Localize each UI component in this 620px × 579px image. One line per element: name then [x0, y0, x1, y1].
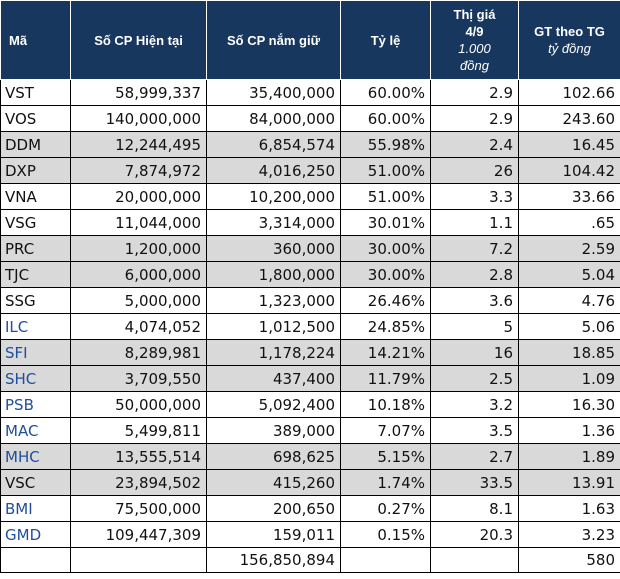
cell-market-price: 3.3	[431, 184, 519, 210]
cell-ratio: 14.21%	[341, 340, 431, 366]
cell-shares-held: 10,200,000	[207, 184, 341, 210]
cell-shares-outstanding: 58,999,337	[71, 80, 207, 106]
cell-market-price: 3.6	[431, 288, 519, 314]
cell-market-price: 2.7	[431, 444, 519, 470]
cell-shares-outstanding: 1,200,000	[71, 236, 207, 262]
table-row	[1, 262, 620, 288]
table-row	[1, 80, 620, 106]
cell-shares-held: 360,000	[207, 236, 341, 262]
cell-code: PRC	[1, 236, 71, 262]
cell-code: VOS	[1, 106, 71, 132]
cell-market-value: 1.09	[519, 366, 620, 392]
cell-market-price: 16	[431, 340, 519, 366]
cell-shares-held: 84,000,000	[207, 106, 341, 132]
cell-shares-outstanding: 8,289,981	[71, 340, 207, 366]
table-row	[1, 392, 620, 418]
cell-total-blank	[71, 548, 207, 573]
cell-code: DXP	[1, 158, 71, 184]
cell-code: SSG	[1, 288, 71, 314]
cell-shares-outstanding: 11,044,000	[71, 210, 207, 236]
cell-market-price: 3.2	[431, 392, 519, 418]
cell-ratio: 26.46%	[341, 288, 431, 314]
cell-code: VST	[1, 80, 71, 106]
cell-shares-outstanding: 5,000,000	[71, 288, 207, 314]
cell-code: VNA	[1, 184, 71, 210]
cell-market-price: 7.2	[431, 236, 519, 262]
cell-market-value: .65	[519, 210, 620, 236]
total-row	[1, 548, 620, 573]
cell-code: SFI	[1, 340, 71, 366]
cell-code: PSB	[1, 392, 71, 418]
cell-ratio: 60.00%	[341, 106, 431, 132]
table-row	[1, 314, 620, 340]
cell-market-value: 243.60	[519, 106, 620, 132]
cell-total-blank	[341, 548, 431, 573]
table-row	[1, 210, 620, 236]
header-market-value	[519, 1, 620, 80]
cell-shares-outstanding: 75,500,000	[71, 496, 207, 522]
cell-market-value: 1.36	[519, 418, 620, 444]
table-row	[1, 444, 620, 470]
cell-shares-held: 5,092,400	[207, 392, 341, 418]
cell-shares-held: 437,400	[207, 366, 341, 392]
cell-market-value: 33.66	[519, 184, 620, 210]
header-price-line1: Thị giá	[453, 7, 496, 22]
cell-shares-held: 6,854,574	[207, 132, 341, 158]
cell-shares-outstanding: 12,244,495	[71, 132, 207, 158]
cell-market-value: 13.91	[519, 470, 620, 496]
cell-code: BMI	[1, 496, 71, 522]
table-row	[1, 158, 620, 184]
cell-shares-held: 1,800,000	[207, 262, 341, 288]
table-row	[1, 288, 620, 314]
cell-code: MAC	[1, 418, 71, 444]
header-ratio: Tỷ lệ	[341, 1, 431, 80]
cell-market-value: 2.59	[519, 236, 620, 262]
cell-ratio: 0.15%	[341, 522, 431, 548]
cell-market-price: 2.9	[431, 106, 519, 132]
header-price-line2: 4/9	[465, 24, 484, 39]
header-price-unit2: đồng	[460, 58, 489, 73]
cell-shares-held: 1,323,000	[207, 288, 341, 314]
cell-shares-outstanding: 5,499,811	[71, 418, 207, 444]
cell-code: VSC	[1, 470, 71, 496]
cell-market-price: 20.3	[431, 522, 519, 548]
cell-total-held: 156,850,894	[207, 548, 341, 573]
table-row	[1, 132, 620, 158]
cell-code: VSG	[1, 210, 71, 236]
cell-shares-held: 1,012,500	[207, 314, 341, 340]
cell-ratio: 30.00%	[341, 262, 431, 288]
cell-code: SHC	[1, 366, 71, 392]
cell-code: DDM	[1, 132, 71, 158]
cell-shares-held: 159,011	[207, 522, 341, 548]
cell-ratio: 30.00%	[341, 236, 431, 262]
cell-shares-outstanding: 23,894,502	[71, 470, 207, 496]
cell-ratio: 7.07%	[341, 418, 431, 444]
table-row	[1, 366, 620, 392]
cell-market-price: 2.4	[431, 132, 519, 158]
header-price-unit1: 1.000	[458, 41, 491, 56]
cell-ratio: 51.00%	[341, 184, 431, 210]
cell-ratio: 60.00%	[341, 80, 431, 106]
cell-ratio: 0.27%	[341, 496, 431, 522]
table-row	[1, 496, 620, 522]
cell-total-blank	[1, 548, 71, 573]
table-row	[1, 184, 620, 210]
cell-shares-outstanding: 20,000,000	[71, 184, 207, 210]
cell-market-value: 4.76	[519, 288, 620, 314]
cell-market-value: 3.23	[519, 522, 620, 548]
cell-market-value: 102.66	[519, 80, 620, 106]
cell-ratio: 10.18%	[341, 392, 431, 418]
cell-ratio: 30.01%	[341, 210, 431, 236]
cell-shares-held: 4,016,250	[207, 158, 341, 184]
table-body	[1, 80, 620, 573]
cell-ratio: 5.15%	[341, 444, 431, 470]
cell-shares-outstanding: 109,447,309	[71, 522, 207, 548]
cell-market-value: 1.63	[519, 496, 620, 522]
cell-shares-held: 35,400,000	[207, 80, 341, 106]
cell-shares-outstanding: 6,000,000	[71, 262, 207, 288]
table-row	[1, 236, 620, 262]
cell-code: MHC	[1, 444, 71, 470]
cell-market-value: 16.45	[519, 132, 620, 158]
cell-code: ILC	[1, 314, 71, 340]
cell-shares-held: 3,314,000	[207, 210, 341, 236]
cell-shares-outstanding: 3,709,550	[71, 366, 207, 392]
header-shares-held: Số CP nắm giữ	[207, 1, 341, 80]
cell-market-price: 2.8	[431, 262, 519, 288]
cell-market-price: 26	[431, 158, 519, 184]
cell-ratio: 51.00%	[341, 158, 431, 184]
cell-total-value: 580	[519, 548, 620, 573]
cell-shares-outstanding: 7,874,972	[71, 158, 207, 184]
cell-shares-outstanding: 50,000,000	[71, 392, 207, 418]
cell-market-value: 16.30	[519, 392, 620, 418]
cell-code: GMD	[1, 522, 71, 548]
header-row	[1, 1, 620, 80]
cell-market-value: 5.06	[519, 314, 620, 340]
table-row	[1, 522, 620, 548]
cell-shares-held: 415,260	[207, 470, 341, 496]
cell-shares-held: 200,650	[207, 496, 341, 522]
cell-shares-held: 1,178,224	[207, 340, 341, 366]
cell-market-price: 2.9	[431, 80, 519, 106]
header-value-unit: tỷ đồng	[548, 41, 591, 56]
cell-market-price: 3.5	[431, 418, 519, 444]
cell-ratio: 11.79%	[341, 366, 431, 392]
cell-total-blank	[431, 548, 519, 573]
header-value-line1: GT theo TG	[534, 24, 605, 39]
header-code: Mã	[1, 1, 71, 80]
header-shares-outstanding: Số CP Hiện tại	[71, 1, 207, 80]
cell-ratio: 55.98%	[341, 132, 431, 158]
cell-code: TJC	[1, 262, 71, 288]
cell-market-price: 1.1	[431, 210, 519, 236]
cell-shares-outstanding: 4,074,052	[71, 314, 207, 340]
cell-market-value: 5.04	[519, 262, 620, 288]
cell-market-price: 5	[431, 314, 519, 340]
cell-shares-held: 389,000	[207, 418, 341, 444]
cell-shares-outstanding: 13,555,514	[71, 444, 207, 470]
table-row	[1, 340, 620, 366]
cell-ratio: 24.85%	[341, 314, 431, 340]
cell-market-value: 1.89	[519, 444, 620, 470]
table-row	[1, 106, 620, 132]
table-row	[1, 470, 620, 496]
cell-market-value: 104.42	[519, 158, 620, 184]
cell-ratio: 1.74%	[341, 470, 431, 496]
cell-shares-held: 698,625	[207, 444, 341, 470]
table-row	[1, 418, 620, 444]
cell-market-price: 33.5	[431, 470, 519, 496]
header-market-price	[431, 1, 519, 80]
cell-shares-outstanding: 140,000,000	[71, 106, 207, 132]
cell-market-value: 18.85	[519, 340, 620, 366]
cell-market-price: 2.5	[431, 366, 519, 392]
cell-market-price: 8.1	[431, 496, 519, 522]
